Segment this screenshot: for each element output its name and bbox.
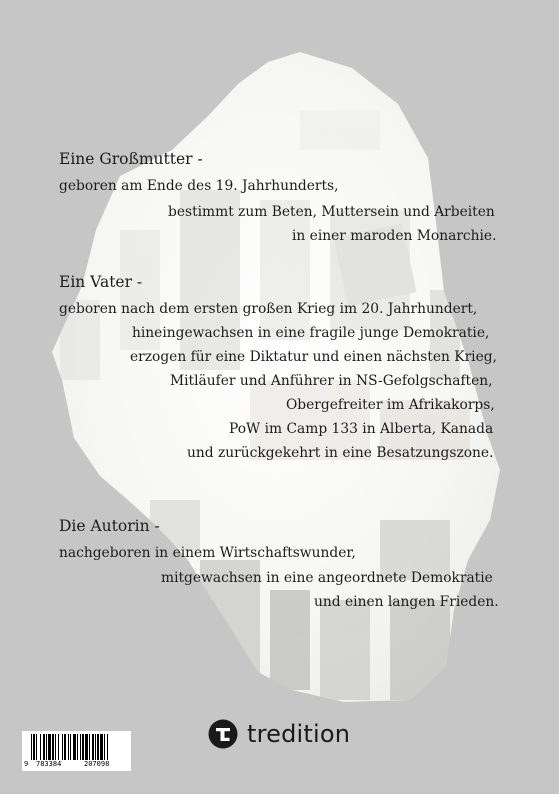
grandmother-line-1: geboren am Ende des 19. Jahrhunderts, — [59, 178, 339, 194]
father-line-7: und zurückgekehrt in eine Besatzungszone. — [187, 445, 494, 461]
tredition-logo-icon — [208, 719, 238, 749]
father-line-5: Obergefreiter im Afrikakorps, — [286, 397, 495, 413]
father-line-1: geboren nach dem ersten großen Krieg im 20. Jahrhundert, — [59, 301, 478, 317]
section-heading-author: Die Autorin - — [59, 517, 160, 535]
author-line-3: und einen langen Frieden. — [314, 594, 499, 610]
publisher-logo — [208, 717, 350, 751]
publisher-name: tredition — [247, 720, 351, 748]
grandmother-line-2: bestimmt zum Beten, Muttersein und Arbeiten — [168, 204, 495, 220]
barcode-digits-right: 207098 — [84, 760, 110, 768]
father-line-2: hineingewachsen in eine fragile junge Demokratie, — [132, 325, 490, 341]
section-heading-grandmother: Eine Großmutter - — [59, 150, 203, 168]
section-heading-father: Ein Vater - — [59, 273, 143, 291]
author-line-2: mitgewachsen in eine angeordnete Demokratie — [161, 570, 493, 586]
father-line-6: PoW im Camp 133 in Alberta, Kanada — [229, 421, 494, 437]
barcode-digits-left: 783384 — [36, 760, 62, 768]
grandmother-line-3: in einer maroden Monarchie. — [292, 228, 497, 244]
barcode-digit-prefix: 9 — [24, 760, 29, 768]
barcode-digits — [22, 760, 131, 770]
author-line-1: nachgeboren in einem Wirtschaftswunder, — [59, 545, 356, 561]
father-line-4: Mitläufer und Anführer in NS-Gefolgschaften, — [170, 373, 493, 389]
father-line-3: erzogen für eine Diktatur und einen nächsten Krieg, — [130, 349, 497, 365]
isbn-barcode — [22, 731, 131, 771]
